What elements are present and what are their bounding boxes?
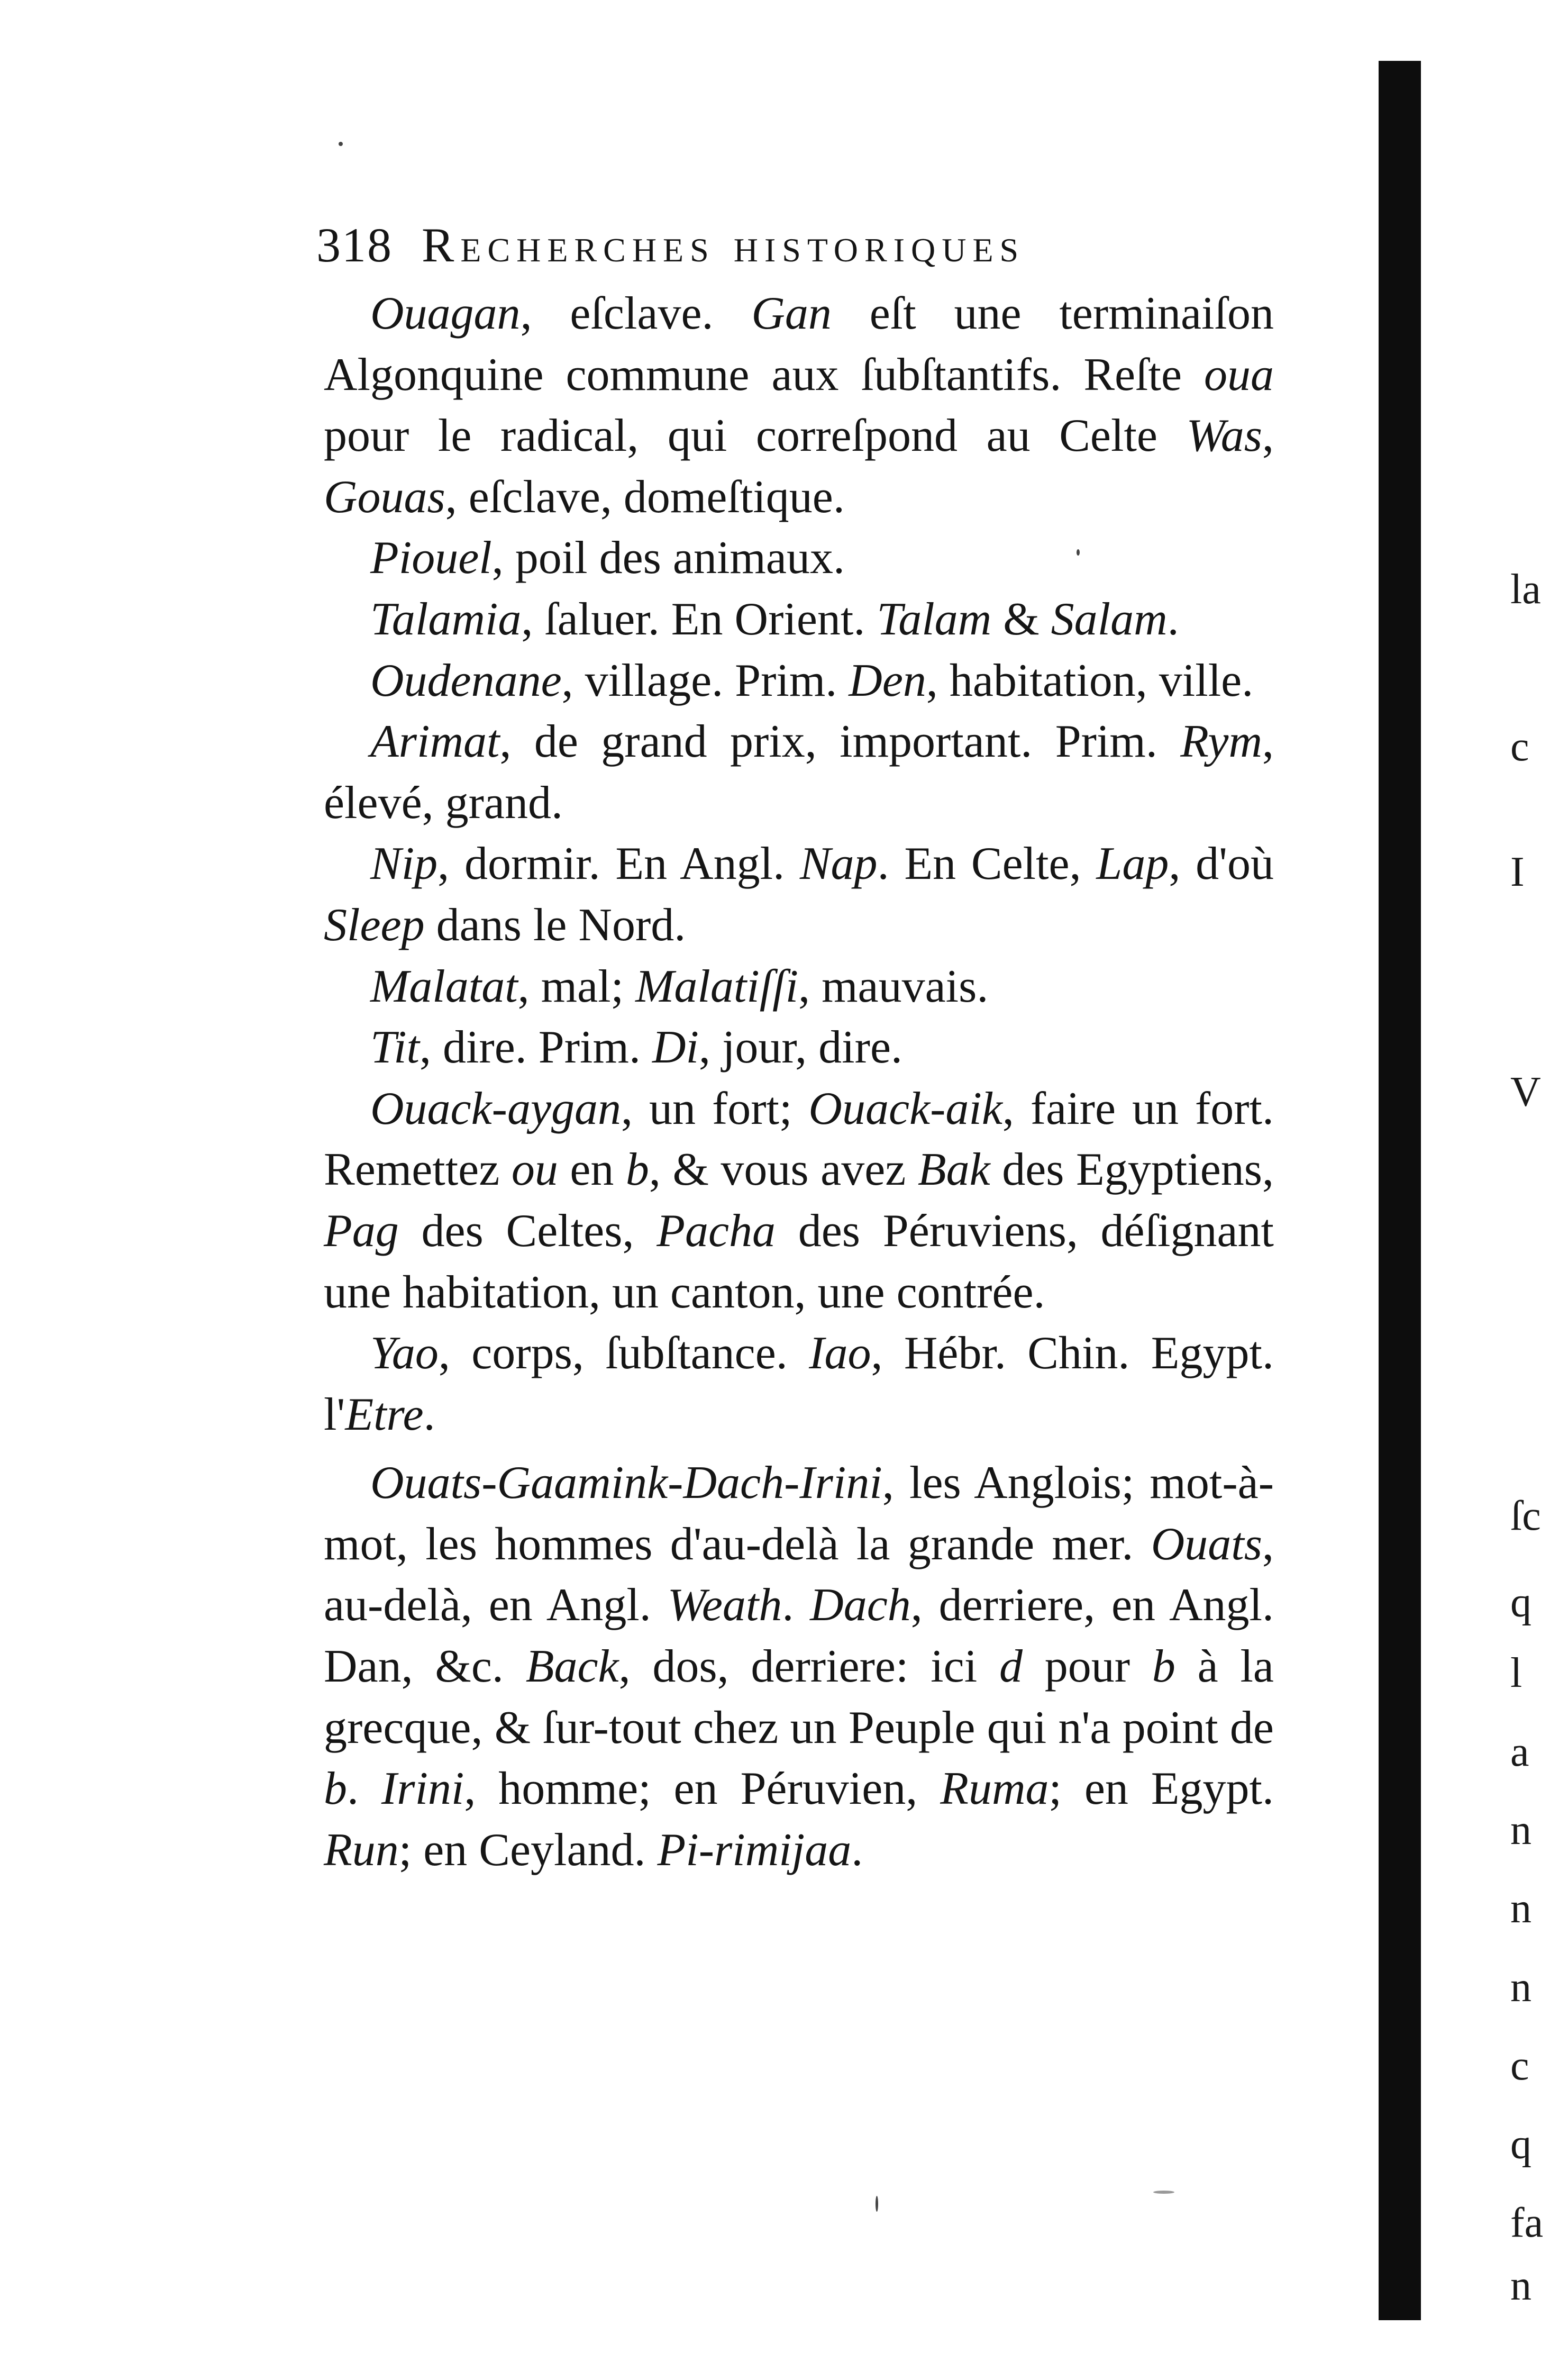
text-run: , & vous avez [649,1144,918,1196]
page-body-text [324,283,1274,1881]
next-page-fragment: la [1510,566,1541,613]
italic-term: ou [511,1144,558,1196]
glossary-entry [324,1017,1274,1078]
glossary-entry [324,1452,1274,1881]
glossary-entry [324,711,1274,833]
italic-term: Gan [751,288,832,339]
text-run: , dire. Prim. [419,1022,652,1074]
italic-term: Was [1186,410,1262,462]
text-run: , corps, ſubſtance. [438,1328,809,1379]
italic-term: b [324,1763,347,1815]
italic-term: Bak [917,1144,990,1196]
paper-speck [339,142,343,146]
italic-term: Rym [1180,716,1262,768]
text-run: eſt une terminaiſon Algonquine commune aux ſubſtantifs. Reſte [324,288,1274,401]
italic-term: Tit [370,1022,420,1074]
text-run: , mauvais. [798,960,989,1012]
italic-term: Piouel [370,532,492,584]
glossary-entry [324,650,1274,712]
next-page-fragment: I [1510,849,1525,895]
text-run: , dos, derriere: ici [618,1641,999,1693]
text-run: ; en Ceyland. [398,1824,658,1876]
text-run: des Egyptiens, [990,1144,1274,1196]
glossary-entry [324,1323,1274,1445]
glossary-entry [324,956,1274,1018]
next-page-fragment: V [1510,1069,1541,1115]
text-run: , eſclave, domeſtique. [445,471,845,523]
text-run: . [782,1579,810,1631]
next-page-fragment: c [1510,2042,1529,2089]
italic-term: d [999,1641,1023,1693]
text-run: , d'où [1169,838,1274,890]
paper-speck [1077,549,1080,556]
italic-term: Pacha [657,1205,776,1257]
text-run: , dormir. En Angl. [437,838,800,890]
italic-term: Ouack-aygan [370,1083,622,1134]
glossary-entry [324,283,1274,528]
italic-term: Gouas [324,471,445,523]
italic-term: Salam [1051,593,1168,645]
next-page-fragment: c [1510,723,1529,770]
text-run: . [1167,593,1179,645]
italic-term: Malatat [370,960,518,1012]
text-run: & [991,593,1051,645]
paper-speck [1153,2191,1174,2194]
text-run: , élevé, grand. [324,716,1274,829]
italic-term: b [1152,1641,1175,1693]
italic-term: Weath [667,1579,782,1631]
page-number: 318 [316,218,393,272]
text-run: pour le radical, qui correſpond au Celte [324,410,1187,462]
italic-term: Den [849,655,926,706]
italic-term: Lap [1096,838,1169,890]
italic-term: Pi-rimijaa [657,1824,852,1876]
text-run: à la grecque, & ſur-tout chez un Peuple qui n'a point de [324,1641,1274,1754]
glossary-entry [324,1078,1274,1323]
text-run: , eſclave. [520,288,752,339]
glossary-entry [324,833,1274,956]
next-page-fragment: a [1510,1729,1529,1775]
text-run: des Péruviens, déſignant une habitation, un canton, une contrée. [324,1205,1274,1318]
text-run: . [347,1763,381,1815]
next-page-fragment: n [1510,1964,1531,2011]
italic-term: Sleep [324,899,425,951]
italic-term: Ouats-Gaamink-Dach-Irini [370,1457,882,1509]
text-run: . [423,1388,435,1440]
italic-term: Iao [809,1328,871,1379]
italic-term: Dach [810,1579,911,1631]
italic-term: Talam [877,593,992,645]
next-page-fragment: n [1510,1807,1531,1854]
text-run: des Celtes, [398,1205,657,1257]
italic-term: Di [652,1022,699,1074]
italic-term: Back [525,1641,619,1693]
text-run: , de grand prix, important. Prim. [499,716,1181,768]
text-run: . [851,1824,863,1876]
italic-term: Ouats [1151,1518,1262,1570]
italic-term: Oudenane [370,655,562,706]
italic-term: Yao [370,1328,439,1379]
text-run: , faire un fort. Remettez [324,1083,1274,1196]
next-page-fragment: fa [1510,2200,1544,2246]
text-run: , au-delà, en Angl. [324,1518,1274,1631]
next-page-fragment: ſc [1510,1493,1541,1539]
next-page-fragment: q [1510,2121,1531,2168]
italic-term: Nap [799,838,878,890]
text-run: , Hébr. Chin. Egypt. l' [324,1328,1274,1440]
text-run: , poil des animaux. [491,532,845,584]
text-run: , habitation, ville. [926,655,1254,706]
italic-term: Talamia [370,593,522,645]
italic-term: b [625,1144,649,1196]
text-run: , un fort; [621,1083,809,1134]
text-run: , mal; [517,960,636,1012]
italic-term: Pag [324,1205,399,1257]
text-run: , derriere, en Angl. Dan, &c. [324,1579,1274,1693]
italic-term: Ouack-aik [808,1083,1002,1134]
next-page-fragment: n [1510,1885,1531,1932]
text-run: en [558,1144,626,1196]
text-run: . En Celte, [877,838,1097,890]
text-run: dans le Nord. [424,899,686,951]
italic-term: Irini [381,1763,464,1815]
glossary-entry [324,528,1274,589]
text-run: , jour, dire. [698,1022,902,1074]
running-header [316,216,1279,274]
text-run: ; en Egypt. [1048,1763,1274,1815]
text-run: , ſaluer. En Orient. [521,593,877,645]
next-page-fragment: n [1510,2263,1531,2309]
text-run: , les Anglois; mot-à-mot, les hommes d'au-delà la grande mer. [324,1457,1274,1570]
italic-term: oua [1204,349,1274,401]
text-run: , homme; en Péruvien, [464,1763,941,1815]
glossary-entry [324,589,1274,650]
text-run: , village. Prim. [561,655,849,706]
italic-term: Run [324,1824,399,1876]
italic-term: Nip [370,838,438,890]
italic-term: Arimat [370,716,500,768]
book-gutter-shadow [1379,61,1421,2320]
text-run: pour [1022,1641,1152,1693]
text-run: , [1262,410,1274,462]
italic-term: Malatiſſi [635,960,799,1012]
paper-speck [876,2196,878,2212]
italic-term: Ruma [940,1763,1049,1815]
next-page-fragment: l [1510,1650,1522,1696]
adjacent-page-edge [1510,0,1550,2380]
italic-term: Etre [345,1388,424,1440]
next-page-fragment: q [1510,1579,1531,1626]
running-title: Recherches historiques [422,218,1025,272]
italic-term: Ouagan [370,288,521,339]
